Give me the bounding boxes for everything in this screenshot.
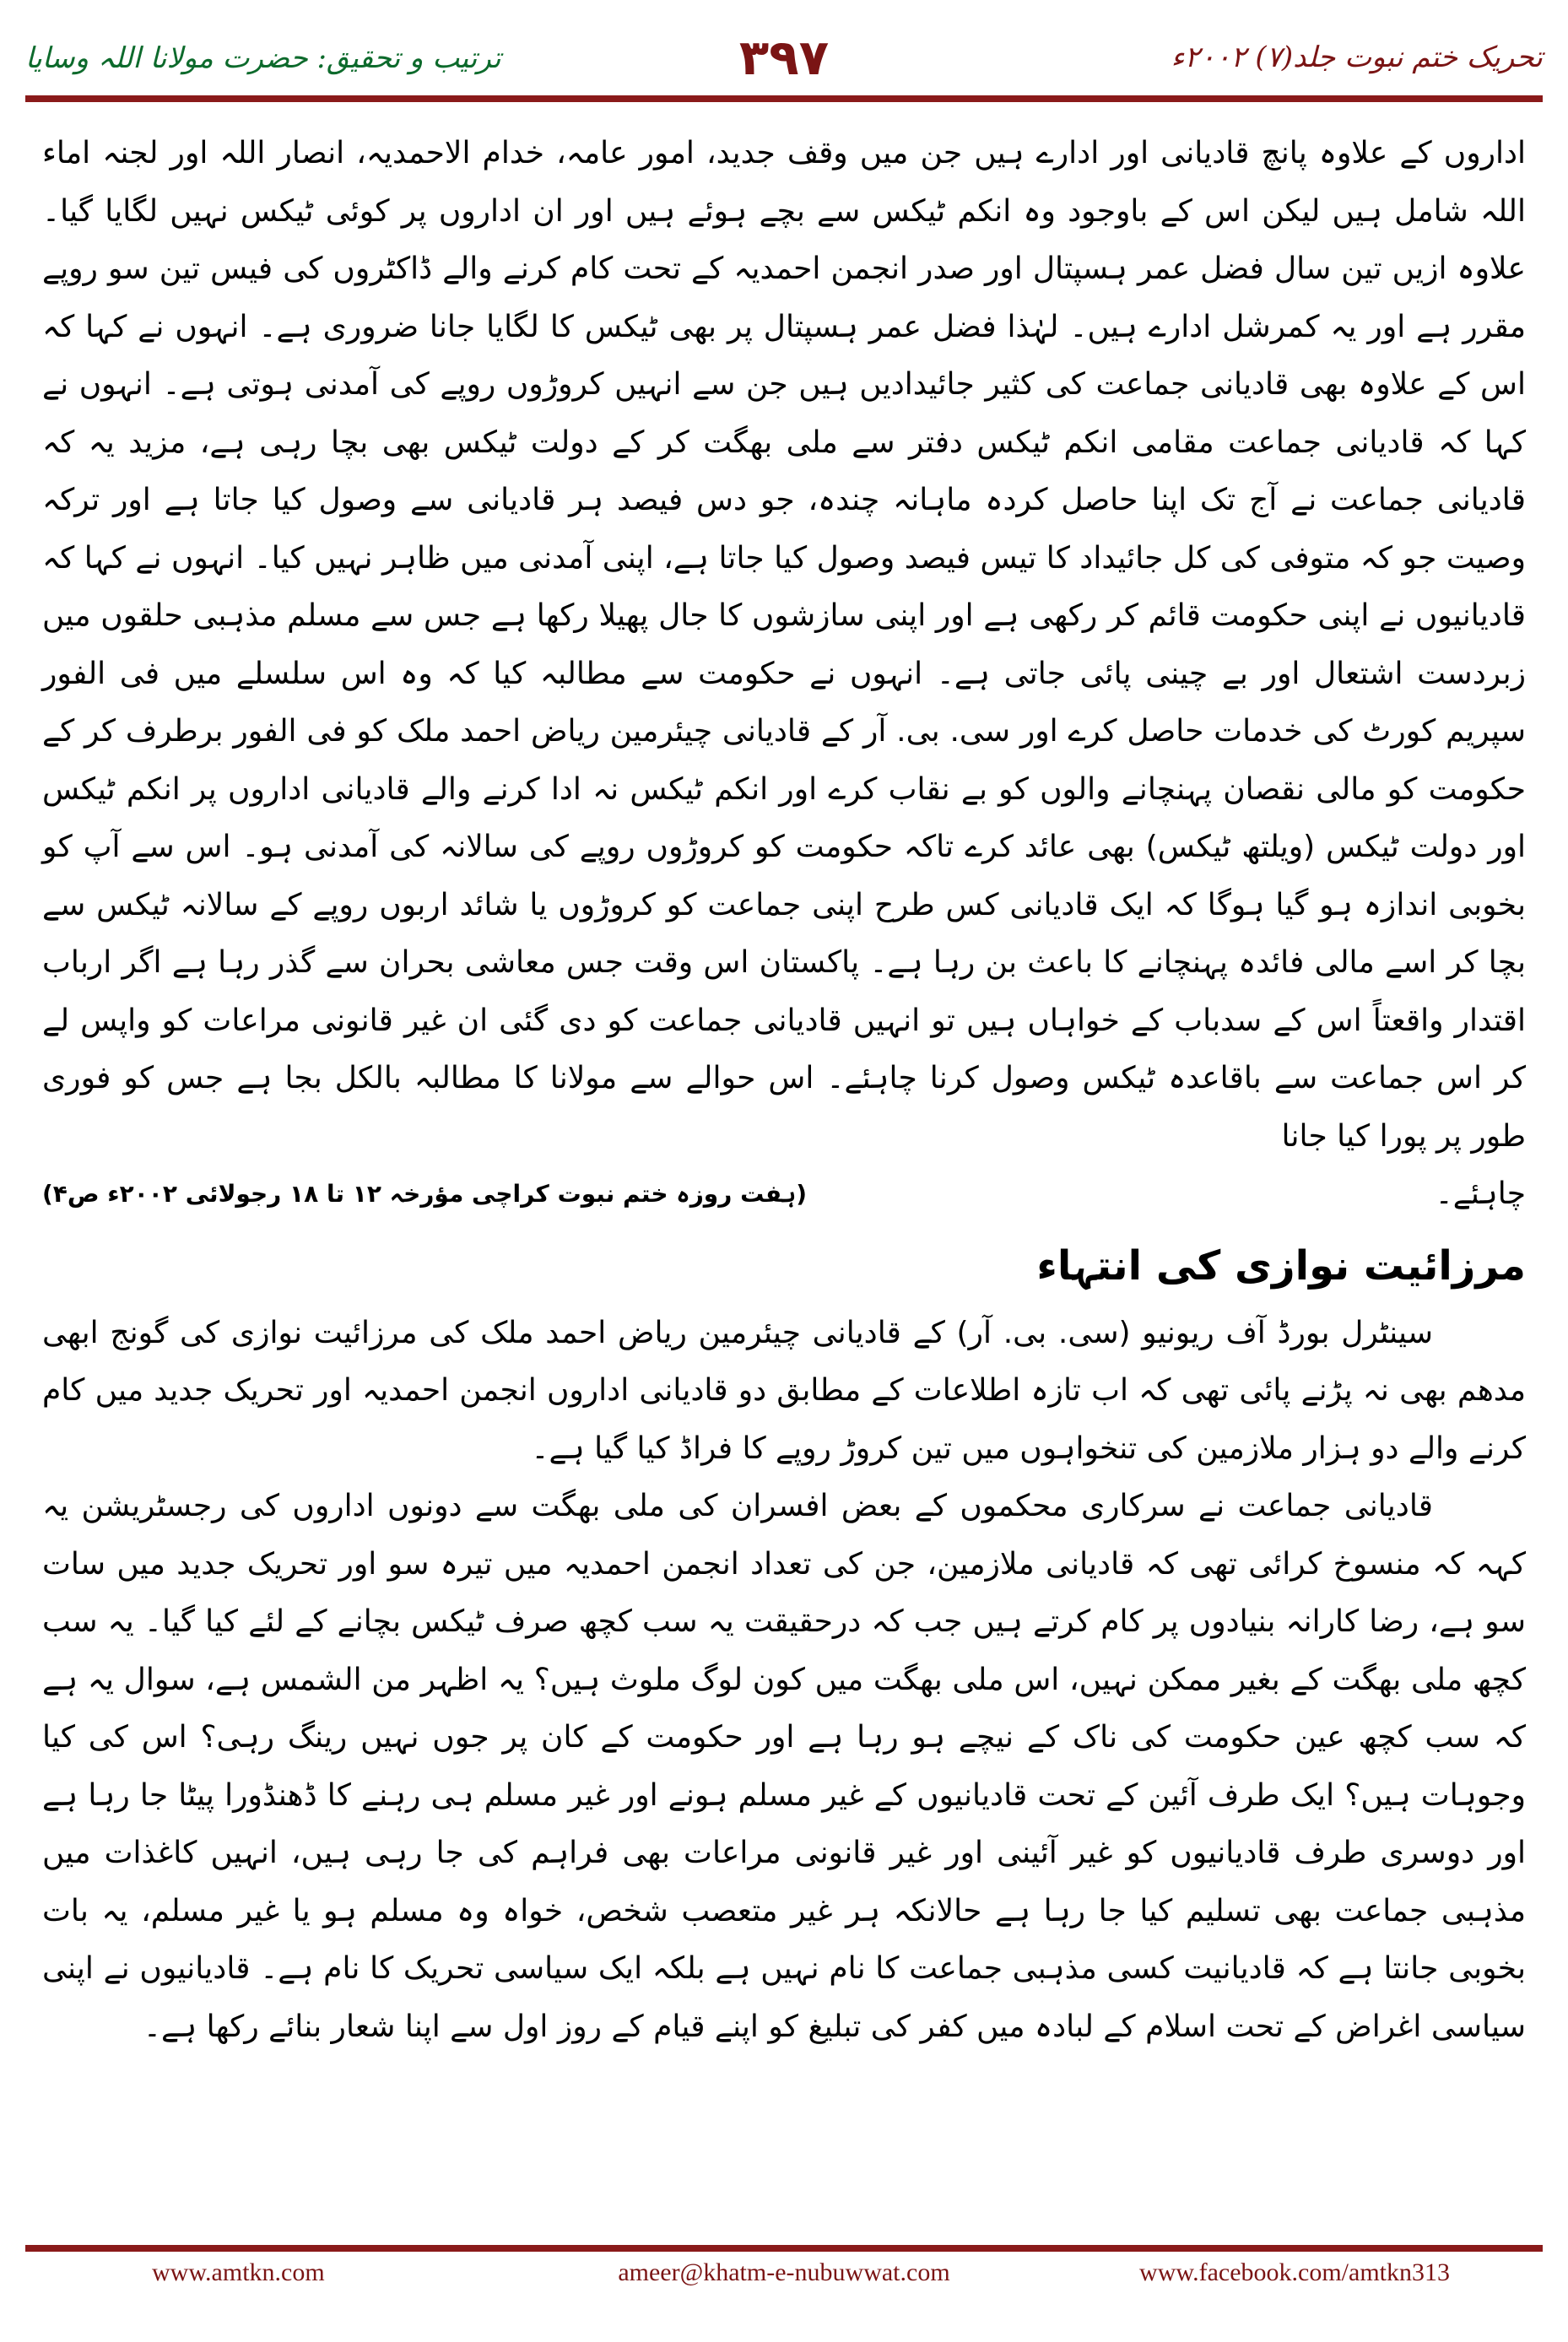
page-number: ۳۹۷ <box>738 29 830 86</box>
paragraph-3: قادیانی جماعت نے سرکاری محکموں کے بعض افسران کی ملی بھگت سے دونوں اداروں کی رجسٹریشن یہ کہہ کہ منسوخ کرائی تھی کہ قادیانی ملازمین، جن کی تعداد انجمن احمدیہ میں تیرہ سو اور تحریک جدید میں سات سو ہے، رضا کارانہ بنیادوں پر کام کرتے ہیں جب کہ درحقیقت یہ سب کچھ صرف ٹیکس بچانے کے لئے کیا گیا۔ یہ سب کچھ ملی بھگت کے بغیر ممکن نہیں، اس ملی بھگت میں کون لوگ ملوث ہیں؟ یہ اظہر من الشمس ہے، سوال یہ ہے کہ سب کچھ عین حکومت کی ناک کے نیچے ہو رہا ہے اور حکومت کے کان پر جوں نہیں رینگ رہی؟ اس کی کیا وجوہات ہیں؟ ایک طرف آئین کے تحت قادیانیوں کے غیر مسلم ہونے اور غیر مسلم ہی رہنے کا ڈھنڈورا پیٹا جا رہا ہے اور دوسری طرف قادیانیوں کو غیر آئینی اور غیر قانونی مراعات بھی فراہم کی جا رہی ہیں، انہیں کاغذات میں مذہبی جماعت بھی تسلیم کیا جا رہا ہے حالانکہ ہر غیر متعصب شخص، خواہ وہ مسلم ہو یا غیر مسلم، یہ بات بخوبی جانتا ہے کہ قادیانیت کسی مذہبی جماعت کا نام نہیں ہے بلکہ ایک سیاسی تحریک کا نام ہے۔ قادیانیوں نے اپنی سیاسی اغراض کے تحت اسلام کے لبادہ میں کفر کی تبلیغ کو اپنے قیام کے روز اول سے اپنا شعار بنائے رکھا ہے۔ <box>42 1489 1526 2044</box>
footer-divider <box>25 2245 1543 2252</box>
page-footer <box>25 2258 1543 2301</box>
email-link[interactable]: ameer@khatm-e-nubuwwat.com <box>618 2258 950 2286</box>
source-citation: (ہفت روزہ ختم نبوت کراچی مؤرخہ ۱۲ تا ۱۸ رجولائی ۲۰۰۲ء ص۴) <box>42 1180 808 1208</box>
website-link[interactable]: www.amtkn.com <box>152 2258 325 2286</box>
editor-credit: ترتیب و تحقیق: حضرت مولانا اللہ وسایا <box>25 41 501 75</box>
citation-line <box>42 1166 1526 1224</box>
section-heading: مرزائیت نوازی کی انتہاء <box>1036 1241 1526 1290</box>
paragraph-1: اداروں کے علاوہ پانچ قادیانی اور ادارے ہیں جن میں وقف جدید، امور عامہ، خدام الاحمدیہ، انصار اللہ اور لجنہ اماء اللہ شامل ہیں لیکن اس کے باوجود وہ انکم ٹیکس سے بچے ہوئے ہیں اور ان اداروں پر کوئی ٹیکس نہیں لگایا گیا۔ علاوہ ازیں تین سال فضل عمر ہسپتال اور صدر انجمن احمدیہ کے تحت کام کرنے والے ڈاکٹروں کی فیس تین سو روپے مقرر ہے اور یہ کمرشل ادارے ہیں۔ لہٰذا فضل عمر ہسپتال پر بھی ٹیکس کا لگایا جانا ضروری ہے۔ انہوں نے کہا کہ اس کے علاوہ بھی قادیانی جماعت کی کثیر جائیدادیں ہیں جن سے انہیں کروڑوں روپے کی آمدنی ہوتی ہے۔ انہوں نے کہا کہ قادیانی جماعت مقامی انکم ٹیکس دفتر سے ملی بھگت کر کے دولت ٹیکس بھی بچا رہی ہے، مزید یہ کہ قادیانی جماعت نے آج تک اپنا حاصل کردہ ماہانہ چندہ، جو دس فیصد ہر قادیانی سے وصول کیا جاتا ہے اور ترکہ وصیت جو کہ متوفی کی کل جائیداد کا تیس فیصد وصول کیا جاتا ہے، اپنی آمدنی میں ظاہر نہیں کیا۔ انہوں نے کہا کہ قادیانیوں نے اپنی حکومت قائم کر رکھی ہے اور اپنی سازشوں کا جال پھیلا رکھا ہے جس سے مسلم مذہبی حلقوں میں زبردست اشتعال اور بے چینی پائی جاتی ہے۔ انہوں نے حکومت سے مطالبہ کیا کہ وہ اس سلسلے میں فی الفور سپریم کورٹ کی خدمات حاصل کرے اور سی. بی. آر کے قادیانی چیئرمین ریاض احمد ملک کو فی الفور برطرف کر کے حکومت کو مالی نقصان پہنچانے والوں کو بے نقاب کرے اور انکم ٹیکس نہ ادا کرنے والے قادیانی اداروں پر انکم ٹیکس اور دولت ٹیکس (ویلتھ ٹیکس) بھی عائد کرے تاکہ حکومت کو کروڑوں روپے کی سالانہ کی آمدنی ہو۔ اس سے آپ کو بخوبی اندازہ ہو گیا ہوگا کہ ایک قادیانی کس طرح اپنی جماعت کو کروڑوں یا شائد اربوں روپے کے سالانہ ٹیکس سے بچا کر اسے مالی فائدہ پہنچانے کا باعث بن رہا ہے۔ پاکستان اس وقت جس معاشی بحران سے گذر رہا ہے اگر ارباب اقتدار واقعتاً اس کے سدباب کے خواہاں ہیں تو انہیں قادیانی جماعت کو دی گئی ان غیر قانونی مراعات کو واپس لے کر اس جماعت سے باقاعدہ ٹیکس وصول کرنا چاہئے۔ اس حوالے سے مولانا کا مطالبہ بالکل بجا ہے جس کو فوری طور پر پورا کیا جانا <box>42 136 1526 1154</box>
header-divider <box>25 95 1543 102</box>
page-body <box>42 125 1526 2056</box>
paragraph-1-end: چاہئے۔ <box>1435 1176 1526 1211</box>
facebook-link[interactable]: www.facebook.com/amtkn313 <box>1139 2258 1450 2286</box>
book-title: تحریک ختم نبوت جلد(۷) ۲۰۰۲ء <box>1171 41 1543 74</box>
paragraph-2: سینٹرل بورڈ آف ریونیو (سی. بی. آر) کے قادیانی چیئرمین ریاض احمد ملک کی مرزائیت نوازی کی گونج ابھی مدھم بھی نہ پڑنے پائی تھی کہ اب تازہ اطلاعات کے مطابق دو قادیانی اداروں انجمن احمدیہ اور تحریک جدید میں کام کرنے والے دو ہزار ملازمین کی تنخواہوں میں تین کروڑ روپے کا فراڈ کیا گیا ہے۔ <box>42 1315 1526 1466</box>
page-header <box>25 25 1543 101</box>
